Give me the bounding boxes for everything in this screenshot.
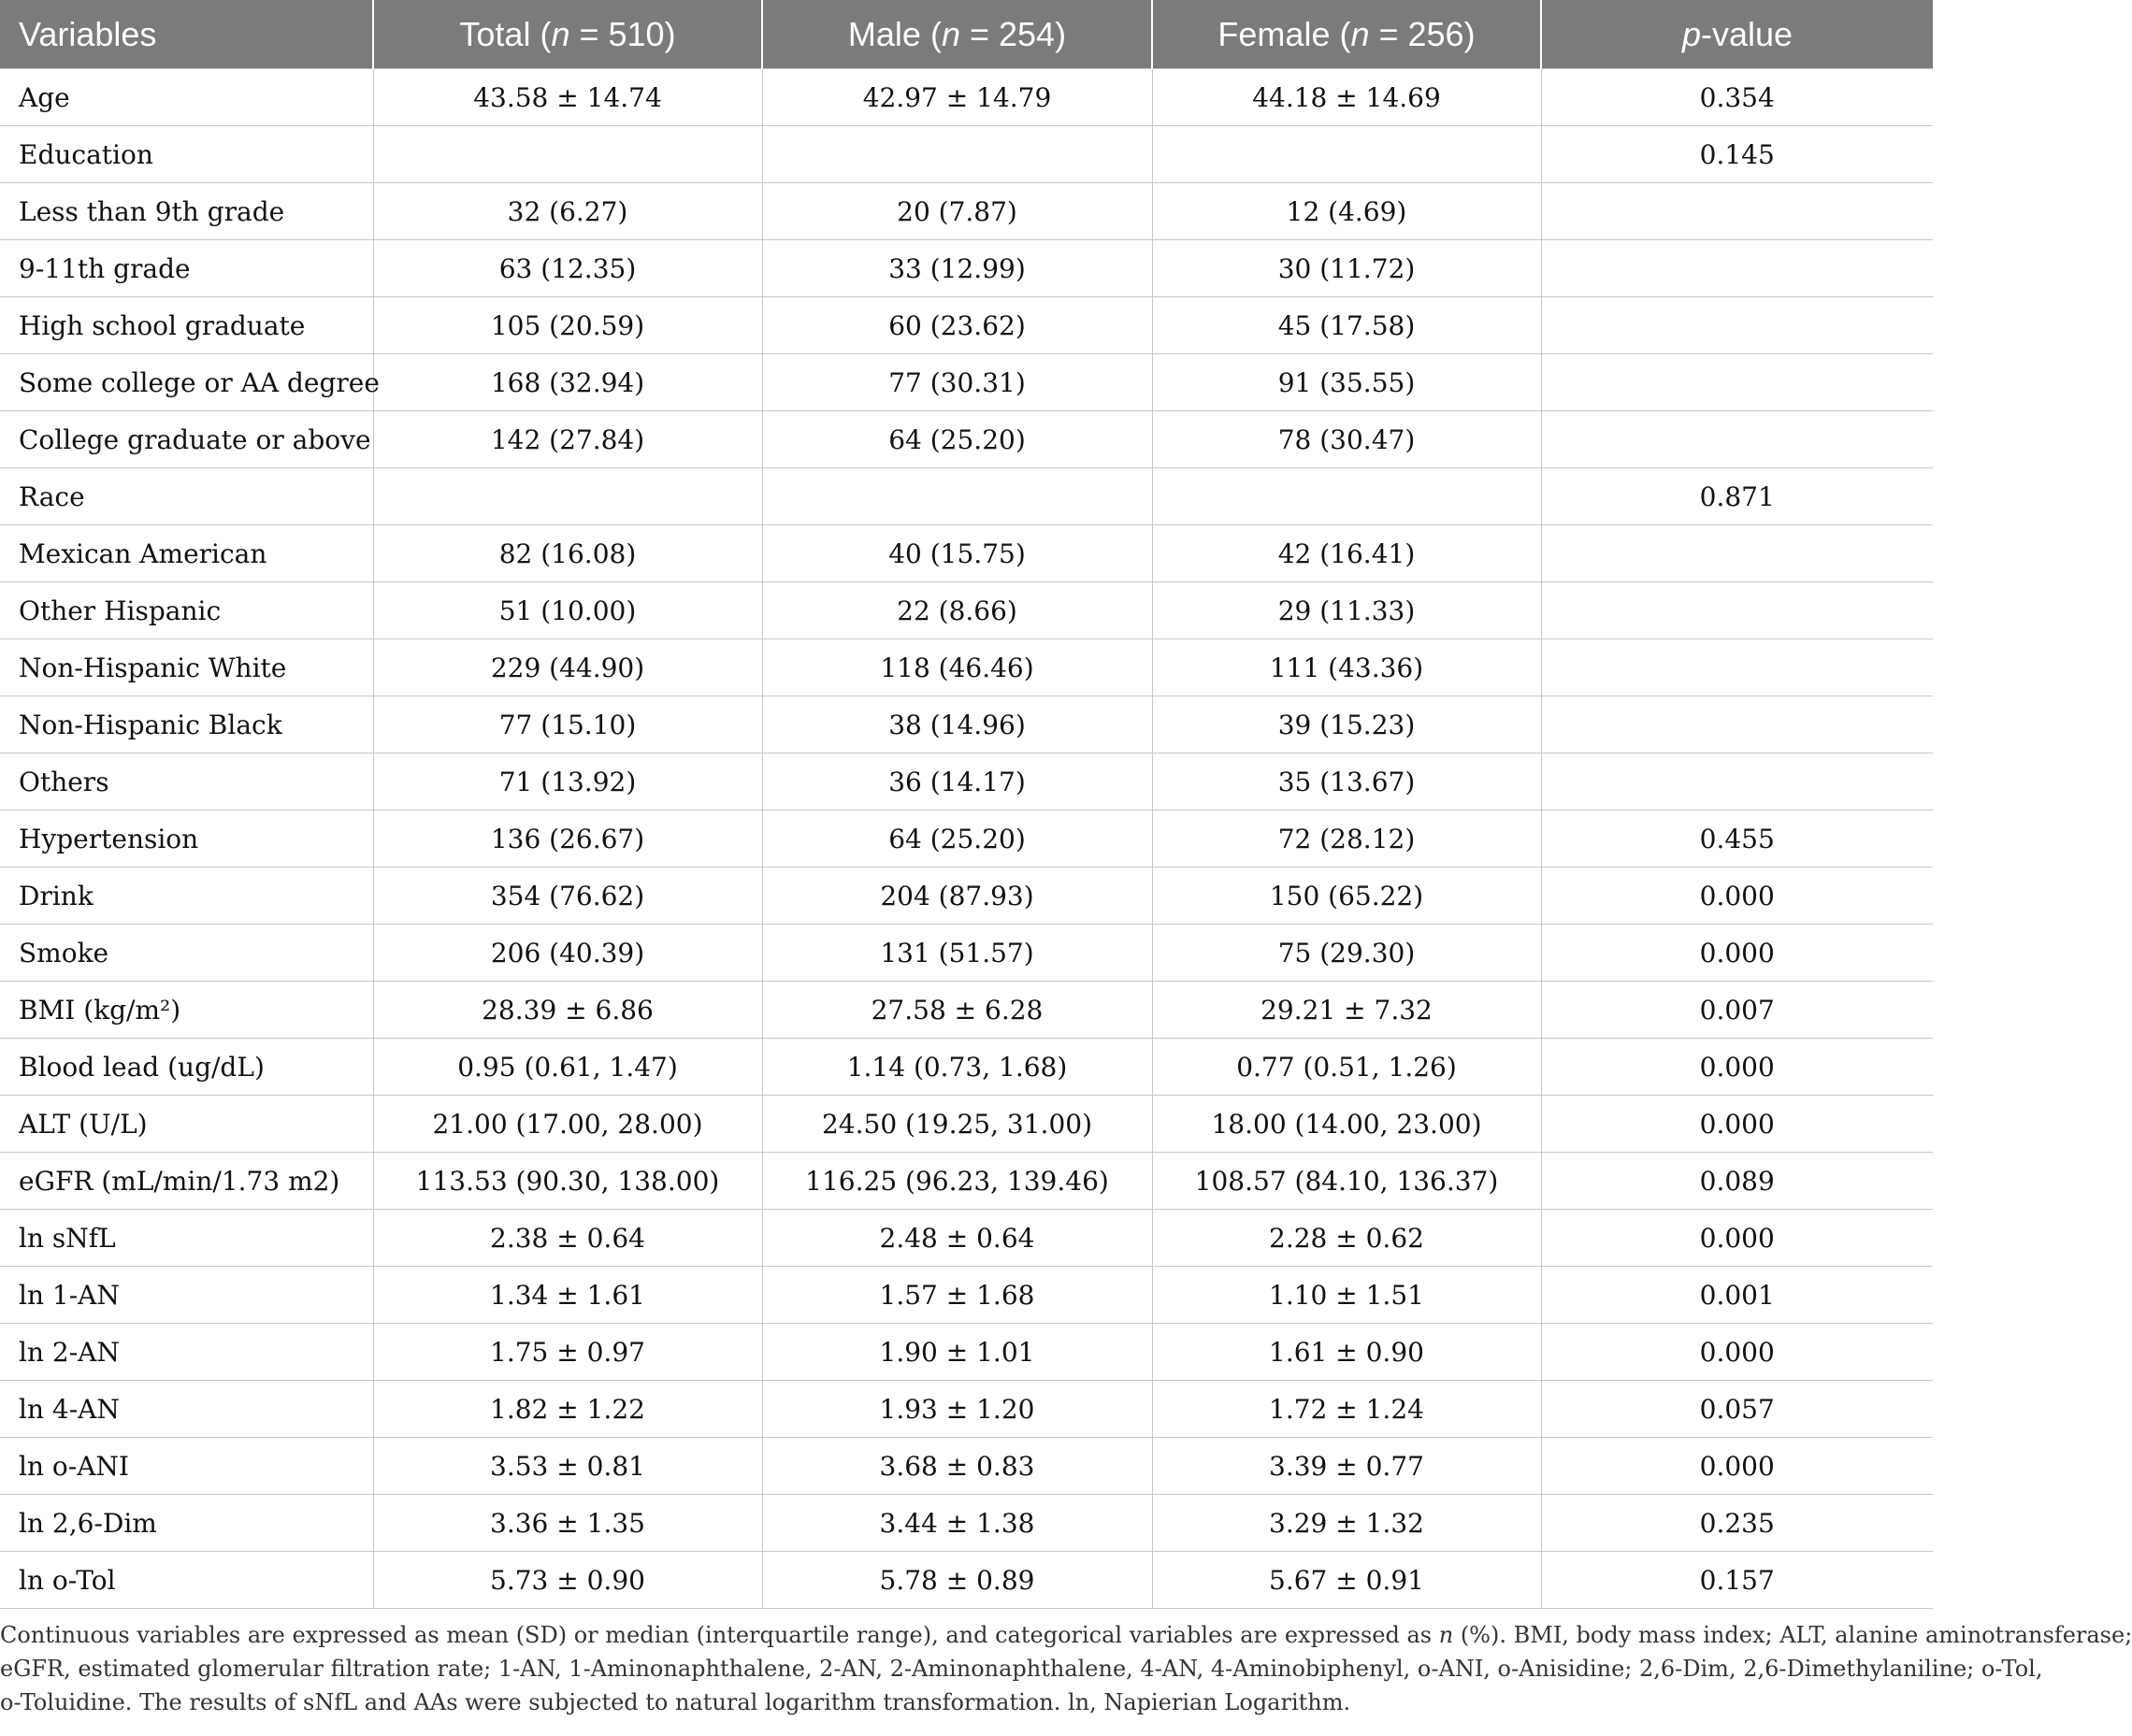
table-cell: 1.14 (0.73, 1.68): [762, 1039, 1152, 1096]
table-cell: 2.38 ± 0.64: [373, 1210, 762, 1267]
column-header: Total (n = 510): [373, 0, 762, 69]
table-cell: 0.001: [1541, 1267, 1933, 1324]
table-cell: 3.39 ± 0.77: [1152, 1438, 1541, 1495]
table-cell: 136 (26.67): [373, 811, 762, 868]
table-row: [0, 1210, 1933, 1267]
table-cell: 1.34 ± 1.61: [373, 1267, 762, 1324]
table-cell: 150 (65.22): [1152, 868, 1541, 925]
row-label: BMI (kg/m²): [0, 982, 373, 1039]
footnote-line-2: eGFR, estimated glomerular filtration rate; 1-AN, 1-Aminonaphthalene, 2-AN, 2-Aminonaphthalene, 4-AN, 4-Aminobiphenyl, o-ANI, o-Anisidine; 2,6-Dim, 2,6-Dimethylaniline; o-Tol,: [0, 1656, 2043, 1682]
table-cell: [1541, 753, 1933, 811]
table-cell: 42 (16.41): [1152, 525, 1541, 582]
header-row: [0, 0, 1933, 69]
table-cell: 0.77 (0.51, 1.26): [1152, 1039, 1541, 1096]
table-header: [0, 0, 1933, 69]
table-cell: 21.00 (17.00, 28.00): [373, 1096, 762, 1153]
table-cell: 131 (51.57): [762, 925, 1152, 982]
column-header: Male (n = 254): [762, 0, 1152, 69]
table-row: [0, 69, 1933, 126]
table-cell: [1541, 639, 1933, 696]
row-label: Non-Hispanic White: [0, 639, 373, 696]
row-label: High school graduate: [0, 297, 373, 354]
table-cell: 64 (25.20): [762, 411, 1152, 468]
table-cell: 1.57 ± 1.68: [762, 1267, 1152, 1324]
table-cell: 64 (25.20): [762, 811, 1152, 868]
table-row: [0, 468, 1933, 525]
table-cell: 0.057: [1541, 1381, 1933, 1438]
row-label: ln 2,6-Dim: [0, 1495, 373, 1552]
table-cell: 118 (46.46): [762, 639, 1152, 696]
table-cell: 3.36 ± 1.35: [373, 1495, 762, 1552]
table-cell: 0.007: [1541, 982, 1933, 1039]
row-label: Hypertension: [0, 811, 373, 868]
table-row: [0, 240, 1933, 297]
table-cell: 77 (30.31): [762, 354, 1152, 411]
table-cell: 32 (6.27): [373, 183, 762, 240]
table-cell: [1541, 354, 1933, 411]
table-cell: 354 (76.62): [373, 868, 762, 925]
table-cell: 91 (35.55): [1152, 354, 1541, 411]
row-label: College graduate or above: [0, 411, 373, 468]
table-cell: 204 (87.93): [762, 868, 1152, 925]
row-label: Non-Hispanic Black: [0, 696, 373, 753]
row-label: Mexican American: [0, 525, 373, 582]
table-row: [0, 1267, 1933, 1324]
table-cell: [1541, 183, 1933, 240]
table-cell: 0.000: [1541, 1210, 1933, 1267]
table-cell: 116.25 (96.23, 139.46): [762, 1153, 1152, 1210]
table-cell: 82 (16.08): [373, 525, 762, 582]
table-cell: 0.354: [1541, 69, 1933, 126]
table-cell: 1.75 ± 0.97: [373, 1324, 762, 1381]
table-cell: 12 (4.69): [1152, 183, 1541, 240]
row-label: Age: [0, 69, 373, 126]
table-cell: 2.28 ± 0.62: [1152, 1210, 1541, 1267]
row-label: ln o-ANI: [0, 1438, 373, 1495]
table-row: [0, 297, 1933, 354]
table-cell: 78 (30.47): [1152, 411, 1541, 468]
table-cell: 29.21 ± 7.32: [1152, 982, 1541, 1039]
table-cell: 27.58 ± 6.28: [762, 982, 1152, 1039]
table-cell: 105 (20.59): [373, 297, 762, 354]
table-cell: [1541, 411, 1933, 468]
table-cell: 168 (32.94): [373, 354, 762, 411]
table-cell: 20 (7.87): [762, 183, 1152, 240]
row-label: Less than 9th grade: [0, 183, 373, 240]
table-footnote: [0, 1618, 2132, 1719]
table-row: [0, 811, 1933, 868]
table-cell: 5.67 ± 0.91: [1152, 1552, 1541, 1609]
table-row: [0, 1552, 1933, 1609]
table-cell: 60 (23.62): [762, 297, 1152, 354]
table-cell: 24.50 (19.25, 31.00): [762, 1096, 1152, 1153]
table-cell: 0.145: [1541, 126, 1933, 183]
table-cell: 0.000: [1541, 1039, 1933, 1096]
table-cell: 113.53 (90.30, 138.00): [373, 1153, 762, 1210]
table-cell: [762, 126, 1152, 183]
table-row: [0, 354, 1933, 411]
table-cell: 35 (13.67): [1152, 753, 1541, 811]
table-cell: 28.39 ± 6.86: [373, 982, 762, 1039]
table-cell: 72 (28.12): [1152, 811, 1541, 868]
column-header: p-value: [1541, 0, 1933, 69]
table-cell: [373, 468, 762, 525]
table-cell: 0.089: [1541, 1153, 1933, 1210]
row-label: ALT (U/L): [0, 1096, 373, 1153]
row-label: Some college or AA degree: [0, 354, 373, 411]
row-label: 9-11th grade: [0, 240, 373, 297]
row-label: ln 2-AN: [0, 1324, 373, 1381]
table-cell: 229 (44.90): [373, 639, 762, 696]
table-cell: 3.53 ± 0.81: [373, 1438, 762, 1495]
table-row: [0, 868, 1933, 925]
table-row: [0, 696, 1933, 753]
table-row: [0, 1324, 1933, 1381]
table-cell: 1.72 ± 1.24: [1152, 1381, 1541, 1438]
table-cell: [1541, 696, 1933, 753]
table-row: [0, 1495, 1933, 1552]
table-cell: 45 (17.58): [1152, 297, 1541, 354]
table-row: [0, 1381, 1933, 1438]
table-cell: 75 (29.30): [1152, 925, 1541, 982]
row-label: ln 1-AN: [0, 1267, 373, 1324]
row-label: ln o-Tol: [0, 1552, 373, 1609]
table-cell: 38 (14.96): [762, 696, 1152, 753]
table-cell: 18.00 (14.00, 23.00): [1152, 1096, 1541, 1153]
column-header: Female (n = 256): [1152, 0, 1541, 69]
table-cell: 0.000: [1541, 1438, 1933, 1495]
table-cell: 0.95 (0.61, 1.47): [373, 1039, 762, 1096]
table-cell: [373, 126, 762, 183]
table-cell: 111 (43.36): [1152, 639, 1541, 696]
table-cell: 0.000: [1541, 1096, 1933, 1153]
table-cell: 22 (8.66): [762, 582, 1152, 639]
table-row: [0, 1153, 1933, 1210]
table-cell: 30 (11.72): [1152, 240, 1541, 297]
table-cell: 1.90 ± 1.01: [762, 1324, 1152, 1381]
table-cell: [1152, 468, 1541, 525]
table-row: [0, 639, 1933, 696]
table-row: [0, 1438, 1933, 1495]
table-cell: 42.97 ± 14.79: [762, 69, 1152, 126]
table-cell: 1.82 ± 1.22: [373, 1381, 762, 1438]
table-row: [0, 1096, 1933, 1153]
table-cell: 40 (15.75): [762, 525, 1152, 582]
table-cell: 29 (11.33): [1152, 582, 1541, 639]
table-cell: 1.61 ± 0.90: [1152, 1324, 1541, 1381]
table-row: [0, 525, 1933, 582]
table-cell: 1.93 ± 1.20: [762, 1381, 1152, 1438]
table-row: [0, 753, 1933, 811]
table-row: [0, 925, 1933, 982]
table-row: [0, 411, 1933, 468]
row-label: Blood lead (ug/dL): [0, 1039, 373, 1096]
table-cell: 39 (15.23): [1152, 696, 1541, 753]
table-cell: [1152, 126, 1541, 183]
row-label: Others: [0, 753, 373, 811]
table-cell: 0.235: [1541, 1495, 1933, 1552]
table-cell: 36 (14.17): [762, 753, 1152, 811]
column-header: Variables: [0, 0, 373, 69]
table-row: [0, 1039, 1933, 1096]
table-cell: 0.000: [1541, 1324, 1933, 1381]
table-cell: 33 (12.99): [762, 240, 1152, 297]
row-label: ln 4-AN: [0, 1381, 373, 1438]
table-body: [0, 69, 1933, 1609]
table-cell: 5.73 ± 0.90: [373, 1552, 762, 1609]
table-row: [0, 982, 1933, 1039]
table-cell: 1.10 ± 1.51: [1152, 1267, 1541, 1324]
table-cell: 0.455: [1541, 811, 1933, 868]
table-cell: [1541, 240, 1933, 297]
table-cell: 0.871: [1541, 468, 1933, 525]
table-cell: 5.78 ± 0.89: [762, 1552, 1152, 1609]
row-label: Race: [0, 468, 373, 525]
table-cell: 0.157: [1541, 1552, 1933, 1609]
table-cell: 142 (27.84): [373, 411, 762, 468]
table-row: [0, 183, 1933, 240]
row-label: Smoke: [0, 925, 373, 982]
table-cell: 77 (15.10): [373, 696, 762, 753]
table-cell: [762, 468, 1152, 525]
table-cell: [1541, 582, 1933, 639]
table-row: [0, 582, 1933, 639]
table-cell: 2.48 ± 0.64: [762, 1210, 1152, 1267]
row-label: eGFR (mL/min/1.73 m2): [0, 1153, 373, 1210]
table-cell: 43.58 ± 14.74: [373, 69, 762, 126]
table-cell: 0.000: [1541, 925, 1933, 982]
table-cell: [1541, 297, 1933, 354]
row-label: ln sNfL: [0, 1210, 373, 1267]
table-cell: 3.44 ± 1.38: [762, 1495, 1152, 1552]
table-cell: 0.000: [1541, 868, 1933, 925]
row-label: Drink: [0, 868, 373, 925]
table-row: [0, 126, 1933, 183]
row-label: Education: [0, 126, 373, 183]
table-cell: 71 (13.92): [373, 753, 762, 811]
row-label: Other Hispanic: [0, 582, 373, 639]
table-cell: 3.29 ± 1.32: [1152, 1495, 1541, 1552]
table-cell: [1541, 525, 1933, 582]
table-cell: 51 (10.00): [373, 582, 762, 639]
footnote-line-1: Continuous variables are expressed as mean (SD) or median (interquartile range), and categorical variables are expressed as n (%). BMI, body mass index; ALT, alanine aminotransferase;: [0, 1622, 2132, 1648]
table-cell: 206 (40.39): [373, 925, 762, 982]
table-cell: 108.57 (84.10, 136.37): [1152, 1153, 1541, 1210]
table-cell: 44.18 ± 14.69: [1152, 69, 1541, 126]
footnote-line-3: o-Toluidine. The results of sNfL and AAs were subjected to natural logarithm transformation. ln, Napierian Logarithm.: [0, 1689, 1351, 1715]
table-cell: 3.68 ± 0.83: [762, 1438, 1152, 1495]
table-cell: 63 (12.35): [373, 240, 762, 297]
